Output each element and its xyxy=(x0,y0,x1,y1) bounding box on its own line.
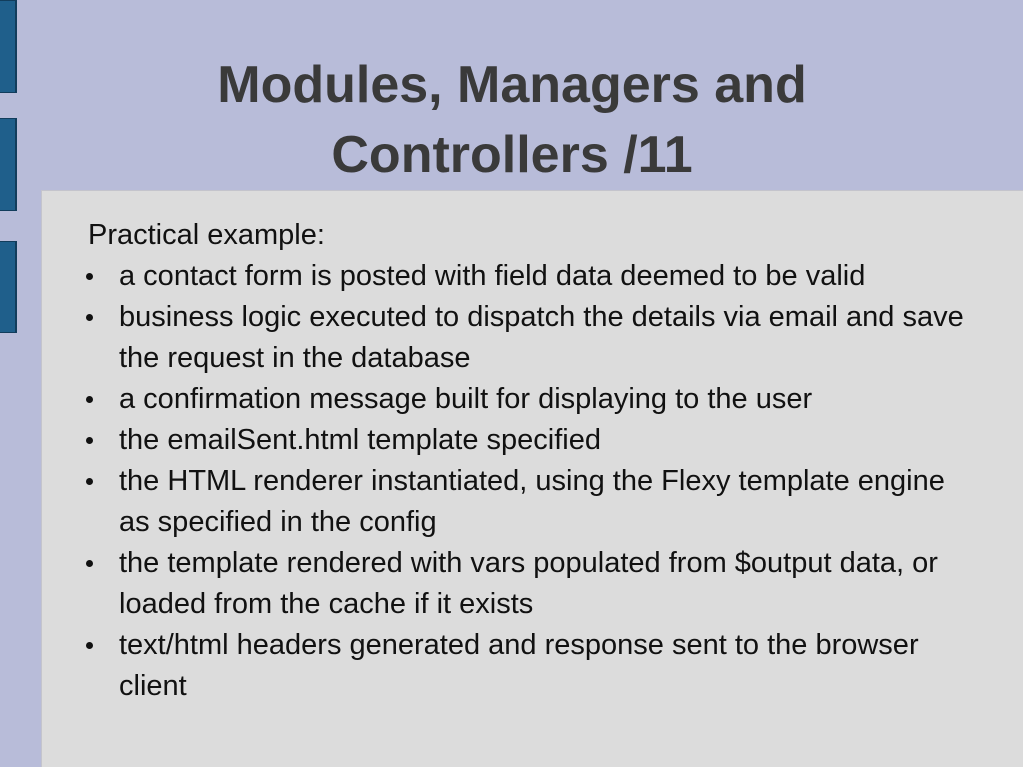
bullet-dot-icon xyxy=(86,273,93,280)
bullet-dot-icon xyxy=(86,314,93,321)
bullet-text: the template rendered with vars populated from $output data, or loaded from the cache if it exists xyxy=(119,547,938,620)
side-bar-decoration xyxy=(0,118,17,211)
bullet-text: text/html headers generated and response sent to the browser client xyxy=(119,629,919,702)
bullet-text: the HTML renderer instantiated, using the Flexy template engine as specified in the config xyxy=(119,465,945,538)
bullet-text: business logic executed to dispatch the details via email and save the request in the database xyxy=(119,301,964,374)
slide-title-line2: Controllers /11 xyxy=(331,126,693,184)
bullet-item xyxy=(84,543,964,625)
bullet-dot-icon xyxy=(86,478,93,485)
intro-text: Practical example: xyxy=(88,219,325,251)
bullet-item xyxy=(84,297,964,379)
bullet-item xyxy=(84,256,964,297)
bullet-item xyxy=(84,461,964,543)
bullet-dot-icon xyxy=(86,437,93,444)
bullet-dot-icon xyxy=(86,642,93,649)
bullet-text: a contact form is posted with field data deemed to be valid xyxy=(119,260,866,292)
bullet-item xyxy=(84,625,964,707)
bullet-text: the emailSent.html template specified xyxy=(119,424,601,456)
slide-title-line1: Modules, Managers and xyxy=(217,56,807,114)
bullet-item xyxy=(84,420,964,461)
side-bar-decoration xyxy=(0,0,17,93)
bullet-text: a confirmation message built for displaying to the user xyxy=(119,383,813,415)
bullet-dot-icon xyxy=(86,560,93,567)
bullet-dot-icon xyxy=(86,396,93,403)
bullet-item xyxy=(84,379,964,420)
side-bar-decoration xyxy=(0,241,17,333)
bullet-list xyxy=(84,256,964,707)
slide-title xyxy=(100,50,924,190)
